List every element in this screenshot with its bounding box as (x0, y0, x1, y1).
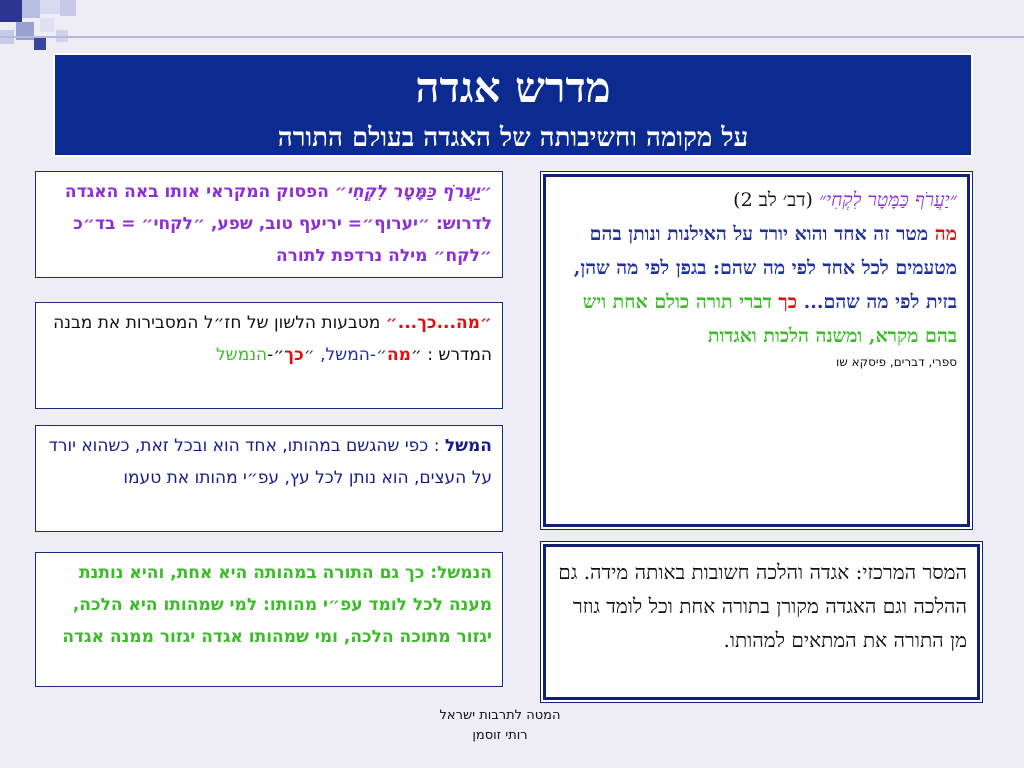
sifrei-kach: כך (778, 291, 798, 313)
footer (410, 706, 590, 746)
central-message: המסר המרכזי: אגדה והלכה חשובות באותה מידה. גם ההלכה וגם האגדה מקורן בתורה אחת וכל לומד גוזר מן התורה את המתאים למהותו. (544, 545, 979, 699)
pattern-box (35, 302, 503, 409)
verse-quote: ״יַעֲרֹף כַּמָּטָר לִקְחִי״ (334, 182, 492, 202)
sifrei-line-1: מטר זה אחד והוא יורד על האילנות ונותן בהם מטעמים לכל אחד לפי מה שהם: בגפן לפי מה שהן, בזית לפי מה שהם... (573, 223, 957, 313)
pattern-mah: מה (386, 345, 411, 365)
pattern-phrase: ״מה...כך...״ (385, 313, 492, 333)
footer-org: המטה לתרבות ישראל (439, 708, 561, 723)
sifrei-verse: ״יַעֲרֹף כַּמָּטָר לִקְחִי״ (818, 189, 957, 211)
slide-title: מדרש אגדה (415, 63, 611, 112)
footer-author: רותי זוסמן (472, 728, 528, 743)
sifrei-quote-box (540, 171, 973, 530)
mashal-label: המשל (444, 436, 492, 456)
central-message-box (540, 541, 983, 703)
mashal-text: : כפי שהגשם במהותו, אחד הוא ובכל זאת, כשהוא יורד על העצים, הוא נותן לכל עץ, עפ״י מהותו את טעמו (48, 436, 492, 488)
pattern-nimshal: הנמשל (216, 345, 268, 365)
slide-subtitle: על מקומה וחשיבותה של האגדה בעולם התורה (277, 123, 749, 153)
nimshal-text: הנמשל: כך גם התורה במהותה היא אחת, והיא נותנת מענה לכל לומד עפ״י מהותו: למי שמהותו היא הלכה, יגזור מתוכה הלכה, ומי שמהותו אגדה יגזור ממנה אגדה (62, 563, 492, 647)
top-rule (0, 36, 1024, 38)
pattern-kach: כך (284, 345, 304, 365)
verse-explanation: הפסוק המקראי אותו באה האגדה לדרוש: ״יערוף״= יריעף טוב, שפע, ״לקחי״ = בד״כ ״לקח״ מילה נרדפת לתורה (64, 182, 492, 266)
title-banner (53, 53, 973, 157)
sifrei-line-2: דברי תורה כולם אחת ויש בהם מקרא, ומשנה הלכות ואגדות (582, 291, 957, 347)
sifrei-mah: מה (934, 223, 957, 245)
sifrei-reference: (דב׳ לב 2) (733, 189, 819, 211)
verse-explanation-box (35, 171, 503, 278)
nimshal-box (35, 552, 503, 687)
pattern-text-1: מטבעות הלשון של חז״ל המסבירות את מבנה המדרש : ״ (53, 313, 492, 365)
pattern-text-3: ״- (267, 345, 285, 365)
pattern-text-2: ״-המשל, ״ (303, 345, 387, 365)
sifrei-source: ספרי, דברים, פיסקא שו (836, 355, 957, 369)
mashal-box (35, 425, 503, 532)
decorative-squares (0, 0, 80, 60)
